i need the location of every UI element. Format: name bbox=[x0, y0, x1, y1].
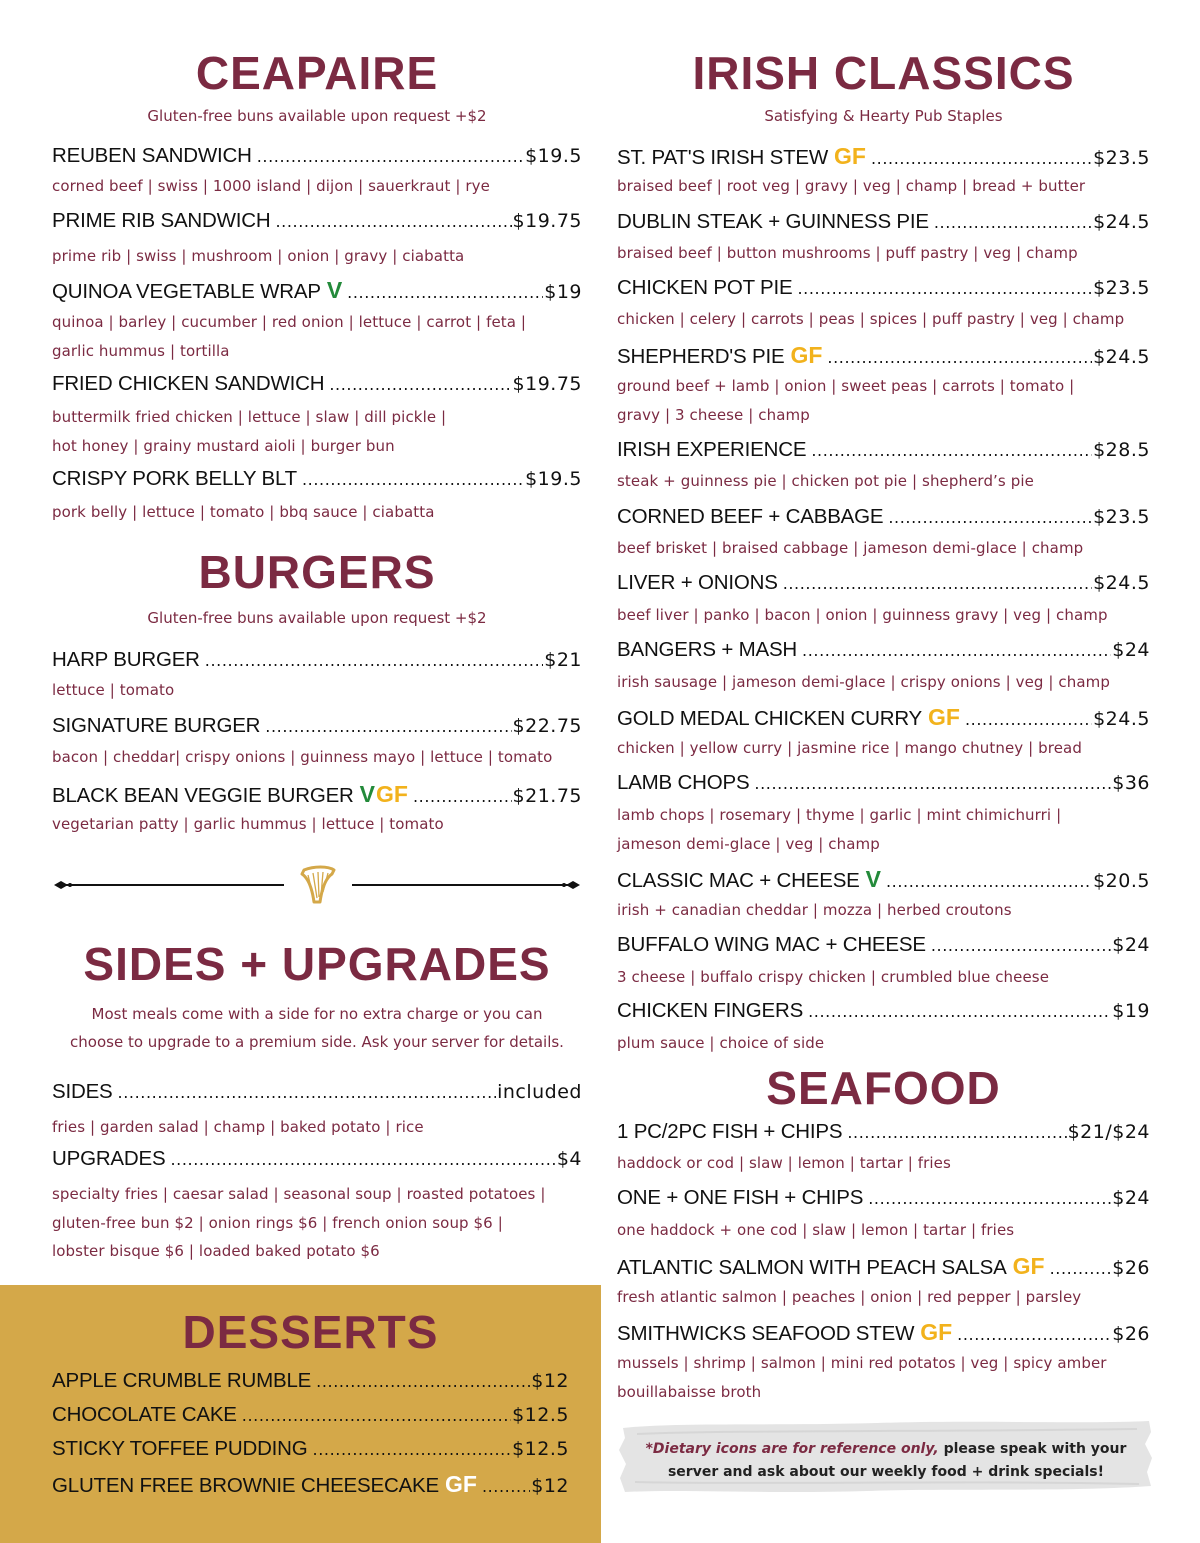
note-line-1 bbox=[617, 1438, 1155, 1461]
item-name: ST. PAT'S IRISH STEW bbox=[617, 146, 829, 169]
item-name: REUBEN SANDWICH bbox=[52, 144, 252, 167]
item-description bbox=[617, 1216, 1150, 1245]
menu-item-liver-onions bbox=[617, 571, 1150, 599]
dot-leader bbox=[242, 1406, 511, 1425]
irish-classics-title: IRISH CLASSICS bbox=[692, 47, 1075, 99]
description-line: chicken | yellow curry | jasmine rice | mango chutney | bread bbox=[617, 739, 1082, 757]
dot-leader bbox=[868, 1189, 1111, 1208]
menu-item-bangers-mash bbox=[617, 638, 1150, 666]
item-description bbox=[52, 308, 582, 365]
item-name: IRISH EXPERIENCE bbox=[617, 438, 807, 461]
subtitle-line: choose to upgrade to a premium side. Ask your server for details. bbox=[70, 1033, 564, 1051]
menu-item-signature-burger bbox=[52, 714, 582, 742]
item-description bbox=[52, 1180, 582, 1266]
description-line: irish sausage | jameson demi-glace | crispy onions | veg | champ bbox=[617, 673, 1111, 691]
dot-leader bbox=[797, 279, 1092, 298]
item-price: $20.5 bbox=[1093, 870, 1150, 892]
irish-classics-subtitle: Satisfying & Hearty Pub Staples bbox=[764, 107, 1003, 125]
item-price: $24.5 bbox=[1093, 572, 1150, 594]
item-price: $21.75 bbox=[512, 785, 582, 807]
dot-leader bbox=[808, 1002, 1111, 1021]
item-name: BUFFALO WING MAC + CHEESE bbox=[617, 933, 926, 956]
dot-leader bbox=[934, 213, 1092, 232]
dot-leader bbox=[1050, 1259, 1112, 1278]
right-column bbox=[617, 0, 1150, 1410]
dot-leader bbox=[871, 149, 1092, 168]
description-line: garlic hummus | tortilla bbox=[52, 341, 230, 360]
vegetarian-tag: V bbox=[359, 781, 375, 807]
item-name: CHICKEN FINGERS bbox=[617, 999, 804, 1022]
desserts-section bbox=[52, 1285, 569, 1543]
item-description bbox=[52, 498, 582, 527]
dot-leader bbox=[802, 641, 1111, 660]
menu-item-sides bbox=[52, 1080, 582, 1108]
item-name: LIVER + ONIONS bbox=[617, 571, 778, 594]
section-divider bbox=[52, 862, 582, 908]
item-price: $12 bbox=[531, 1370, 569, 1392]
dot-leader bbox=[118, 1083, 497, 1102]
item-description bbox=[52, 172, 582, 201]
item-description bbox=[617, 601, 1150, 630]
dot-leader bbox=[482, 1477, 530, 1496]
item-price: $23.5 bbox=[1093, 277, 1150, 299]
item-name: PRIME RIB SANDWICH bbox=[52, 209, 271, 232]
item-description bbox=[52, 810, 582, 839]
gluten-free-tag: GF bbox=[1012, 1253, 1045, 1279]
menu-item-chicken-fingers bbox=[617, 999, 1150, 1027]
menu-item-corned-beef-cabbage bbox=[617, 505, 1150, 533]
gluten-free-tag: GF bbox=[928, 704, 960, 730]
gluten-free-tag: GF bbox=[376, 781, 408, 807]
menu-item-quinoa-vegetable-wrap bbox=[52, 277, 582, 305]
sides-subtitle bbox=[52, 1000, 582, 1056]
description-line: steak + guinness pie | chicken pot pie | shepherd’s pie bbox=[617, 472, 1034, 490]
dietary-note bbox=[617, 1418, 1155, 1494]
dot-leader bbox=[847, 1123, 1066, 1142]
description-line: quinoa | barley | cucumber | red onion | lettuce | carrot | feta | bbox=[52, 313, 527, 331]
item-description bbox=[617, 534, 1150, 563]
dot-leader bbox=[888, 508, 1092, 527]
burgers-subtitle: Gluten-free buns available upon request +$2 bbox=[147, 609, 487, 627]
item-name: BANGERS + MASH bbox=[617, 638, 798, 661]
item-description bbox=[617, 467, 1150, 496]
menu-item-sticky-toffee-pudding bbox=[52, 1437, 569, 1465]
item-name: GOLD MEDAL CHICKEN CURRY bbox=[617, 707, 923, 730]
note-line-2: server and ask about our weekly food + drink specials! bbox=[667, 1464, 1105, 1480]
dot-leader bbox=[827, 348, 1092, 367]
item-price: $19.5 bbox=[525, 145, 582, 167]
item-name: SIDES bbox=[52, 1080, 113, 1103]
item-price: $12.5 bbox=[512, 1438, 569, 1460]
item-name: SIGNATURE BURGER bbox=[52, 714, 261, 737]
item-price: $24 bbox=[1112, 639, 1150, 661]
description-line: braised beef | root veg | gravy | veg | champ | bread + butter bbox=[617, 177, 1086, 195]
gluten-free-tag: GF bbox=[790, 342, 823, 368]
sides-title: SIDES + UPGRADES bbox=[83, 938, 551, 990]
item-description bbox=[617, 1149, 1150, 1178]
item-name: LAMB CHOPS bbox=[617, 771, 750, 794]
menu-item-atlantic-salmon bbox=[617, 1253, 1150, 1281]
dot-leader bbox=[811, 441, 1092, 460]
menu-item-fried-chicken-sandwich bbox=[52, 372, 582, 400]
menu-item-buffalo-wing-mac-cheese bbox=[617, 933, 1150, 961]
item-description bbox=[617, 305, 1150, 334]
item-description bbox=[617, 801, 1150, 858]
menu-item-fish-chips bbox=[617, 1120, 1150, 1148]
item-price: $21 bbox=[544, 649, 582, 671]
dot-leader bbox=[957, 1325, 1111, 1344]
item-price: $24.5 bbox=[1093, 346, 1150, 368]
menu-item-chicken-pot-pie bbox=[617, 276, 1150, 304]
description-line: jameson demi-glace | veg | champ bbox=[617, 834, 880, 853]
item-name: CRISPY PORK BELLY BLT bbox=[52, 467, 297, 490]
item-price: $36 bbox=[1112, 772, 1150, 794]
item-price: $26 bbox=[1112, 1323, 1150, 1345]
ceapaire-title: CEAPAIRE bbox=[195, 47, 439, 99]
item-description bbox=[617, 896, 1150, 925]
item-price: $4 bbox=[556, 1148, 582, 1170]
item-name: GLUTEN FREE BROWNIE CHEESECAKE bbox=[52, 1474, 439, 1497]
item-name: BLACK BEAN VEGGIE BURGER bbox=[52, 784, 354, 807]
menu-item-one-one-fish-chips bbox=[617, 1186, 1150, 1214]
description-line: braised beef | button mushrooms | puff pastry | veg | champ bbox=[617, 244, 1078, 262]
vegetarian-tag: V bbox=[326, 277, 343, 303]
menu-item-lamb-chops bbox=[617, 771, 1150, 799]
item-price: $23.5 bbox=[1093, 506, 1150, 528]
description-line: ground beef + lamb | onion | sweet peas | carrots | tomato | bbox=[617, 377, 1075, 395]
menu-item-st-pats-irish-stew bbox=[617, 143, 1150, 171]
dot-leader bbox=[754, 774, 1111, 793]
item-price: $12.5 bbox=[512, 1404, 569, 1426]
item-description bbox=[52, 403, 582, 460]
dot-leader bbox=[931, 936, 1111, 955]
desserts-title: DESSERTS bbox=[182, 1306, 439, 1358]
description-line: plum sauce | choice of side bbox=[617, 1034, 825, 1052]
item-price: included bbox=[497, 1081, 582, 1103]
subtitle-line: Most meals come with a side for no extra charge or you can bbox=[91, 1005, 543, 1023]
description-line: irish + canadian cheddar | mozza | herbed croutons bbox=[617, 901, 1012, 919]
item-name: 1 PC/2PC FISH + CHIPS bbox=[617, 1120, 843, 1143]
item-price: $23.5 bbox=[1093, 147, 1150, 169]
description-line: pork belly | lettuce | tomato | bbq sauce | ciabatta bbox=[52, 503, 435, 521]
description-line: specialty fries | caesar salad | seasonal soup | roasted potatoes | bbox=[52, 1185, 546, 1203]
menu-item-apple-crumble-rumble bbox=[52, 1369, 569, 1397]
menu-item-reuben-sandwich bbox=[52, 144, 582, 172]
item-name: DUBLIN STEAK + GUINNESS PIE bbox=[617, 210, 929, 233]
item-price: $19 bbox=[544, 281, 582, 303]
menu-item-chocolate-cake bbox=[52, 1403, 569, 1431]
item-name: FRIED CHICKEN SANDWICH bbox=[52, 372, 325, 395]
item-price: $19.5 bbox=[525, 468, 582, 490]
item-description bbox=[52, 743, 582, 772]
item-description bbox=[52, 1113, 582, 1142]
menu-item-black-bean-veggie-burger bbox=[52, 781, 582, 809]
vegetarian-tag: V bbox=[865, 866, 881, 892]
dot-leader bbox=[965, 710, 1092, 729]
item-name: SMITHWICKS SEAFOOD STEW bbox=[617, 1322, 915, 1345]
item-price: $19.75 bbox=[512, 373, 582, 395]
description-line: haddock or cod | slaw | lemon | tartar | fries bbox=[617, 1154, 951, 1172]
description-line: gravy | 3 cheese | champ bbox=[617, 405, 810, 424]
item-name: CLASSIC MAC + CHEESE bbox=[617, 869, 860, 892]
item-price: $24.5 bbox=[1093, 211, 1150, 233]
description-line: vegetarian patty | garlic hummus | lettuce | tomato bbox=[52, 815, 444, 833]
dot-leader bbox=[413, 787, 512, 806]
gluten-free-tag: GF bbox=[444, 1471, 477, 1497]
item-name: SHEPHERD'S PIE bbox=[617, 345, 785, 368]
dot-leader bbox=[257, 147, 524, 166]
item-price: $21/$24 bbox=[1067, 1121, 1150, 1143]
menu-item-harp-burger bbox=[52, 648, 582, 676]
item-price: $19 bbox=[1112, 1000, 1150, 1022]
left-column bbox=[52, 0, 582, 1285]
description-line: lobster bisque $6 | loaded baked potato $6 bbox=[52, 1242, 380, 1260]
item-price: $24.5 bbox=[1093, 708, 1150, 730]
menu-item-classic-mac-cheese bbox=[617, 866, 1150, 894]
item-name: APPLE CRUMBLE RUMBLE bbox=[52, 1369, 312, 1392]
item-name: HARP BURGER bbox=[52, 648, 200, 671]
ceapaire-subtitle: Gluten-free buns available upon request +$2 bbox=[147, 107, 487, 125]
item-description bbox=[617, 372, 1150, 429]
item-name: UPGRADES bbox=[52, 1147, 166, 1170]
description-line: fries | garden salad | champ | baked potato | rice bbox=[52, 1118, 424, 1136]
item-name: CHOCOLATE CAKE bbox=[52, 1403, 237, 1426]
menu-item-gluten-free-brownie-cheesecake bbox=[52, 1471, 569, 1499]
divider-ornament bbox=[52, 862, 582, 908]
menu-item-prime-rib-sandwich bbox=[52, 209, 582, 237]
item-description bbox=[617, 963, 1150, 992]
item-name: QUINOA VEGETABLE WRAP bbox=[52, 280, 321, 303]
dot-leader bbox=[347, 283, 543, 302]
dot-leader bbox=[316, 1372, 530, 1391]
description-line: beef liver | panko | bacon | onion | guinness gravy | veg | champ bbox=[617, 606, 1108, 624]
dot-leader bbox=[886, 872, 1092, 891]
item-price: $22.75 bbox=[512, 715, 582, 737]
description-line: gluten-free bun $2 | onion rings $6 | french onion soup $6 | bbox=[52, 1213, 503, 1232]
description-line: 3 cheese | buffalo crispy chicken | crumbled blue cheese bbox=[617, 968, 1050, 986]
description-line: lamb chops | rosemary | thyme | garlic | mint chimichurri | bbox=[617, 806, 1062, 824]
desserts-panel bbox=[0, 1285, 601, 1543]
gluten-free-tag: GF bbox=[834, 143, 866, 169]
item-description bbox=[617, 734, 1150, 763]
menu-item-upgrades bbox=[52, 1147, 582, 1175]
dot-leader bbox=[313, 1440, 512, 1459]
menu-item-shepherds-pie bbox=[617, 342, 1150, 370]
item-price: $26 bbox=[1112, 1257, 1150, 1279]
item-description bbox=[52, 676, 582, 705]
item-description bbox=[52, 242, 582, 271]
dot-leader bbox=[265, 717, 511, 736]
note-line-1-rest: please speak with your bbox=[938, 1441, 1127, 1457]
item-name: ONE + ONE FISH + CHIPS bbox=[617, 1186, 864, 1209]
menu-item-irish-experience bbox=[617, 438, 1150, 466]
item-name: CORNED BEEF + CABBAGE bbox=[617, 505, 884, 528]
item-description bbox=[617, 1349, 1150, 1406]
description-line: fresh atlantic salmon | peaches | onion | red pepper | parsley bbox=[617, 1288, 1082, 1306]
gluten-free-tag: GF bbox=[920, 1319, 953, 1345]
item-name: ATLANTIC SALMON WITH PEACH SALSA bbox=[617, 1256, 1007, 1279]
dot-leader bbox=[783, 574, 1092, 593]
item-price: $24 bbox=[1112, 1187, 1150, 1209]
description-line: bacon | cheddar| crispy onions | guinness mayo | lettuce | tomato bbox=[52, 748, 553, 766]
description-line: bouillabaisse broth bbox=[617, 1382, 762, 1401]
dot-leader bbox=[170, 1150, 555, 1169]
harp-icon bbox=[302, 867, 334, 902]
menu-item-dublin-steak-guinness-pie bbox=[617, 210, 1150, 238]
dietary-note-text bbox=[617, 1438, 1155, 1484]
item-price: $24 bbox=[1112, 934, 1150, 956]
item-name: STICKY TOFFEE PUDDING bbox=[52, 1437, 308, 1460]
item-description bbox=[617, 172, 1150, 201]
note-emphasis: *Dietary icons are for reference only, bbox=[645, 1441, 939, 1457]
description-line: buttermilk fried chicken | lettuce | slaw | dill pickle | bbox=[52, 408, 447, 426]
burgers-title: BURGERS bbox=[198, 546, 436, 598]
description-line: corned beef | swiss | 1000 island | dijon | sauerkraut | rye bbox=[52, 177, 490, 195]
item-description bbox=[617, 1283, 1150, 1312]
menu-item-crispy-pork-belly-blt bbox=[52, 467, 582, 495]
description-line: prime rib | swiss | mushroom | onion | gravy | ciabatta bbox=[52, 247, 465, 265]
menu-item-smithwicks-seafood-stew bbox=[617, 1319, 1150, 1347]
dot-leader bbox=[205, 651, 543, 670]
description-line: hot honey | grainy mustard aioli | burger bun bbox=[52, 436, 395, 455]
description-line: chicken | celery | carrots | peas | spices | puff pastry | veg | champ bbox=[617, 310, 1125, 328]
seafood-title: SEAFOOD bbox=[766, 1062, 1001, 1114]
description-line: lettuce | tomato bbox=[52, 681, 175, 699]
item-description bbox=[617, 1029, 1150, 1058]
description-line: mussels | shrimp | salmon | mini red potatos | veg | spicy amber bbox=[617, 1354, 1107, 1372]
dot-leader bbox=[302, 470, 524, 489]
dot-leader bbox=[329, 375, 511, 394]
item-price: $19.75 bbox=[512, 210, 582, 232]
item-price: $28.5 bbox=[1093, 439, 1150, 461]
dot-leader bbox=[276, 212, 512, 231]
item-name: CHICKEN POT PIE bbox=[617, 276, 793, 299]
item-price: $12 bbox=[531, 1475, 569, 1497]
item-description bbox=[617, 668, 1150, 697]
item-description bbox=[617, 239, 1150, 268]
menu-item-gold-medal-chicken-curry bbox=[617, 704, 1150, 732]
description-line: beef brisket | braised cabbage | jameson demi-glace | champ bbox=[617, 539, 1084, 557]
description-line: one haddock + one cod | slaw | lemon | tartar | fries bbox=[617, 1221, 1015, 1239]
